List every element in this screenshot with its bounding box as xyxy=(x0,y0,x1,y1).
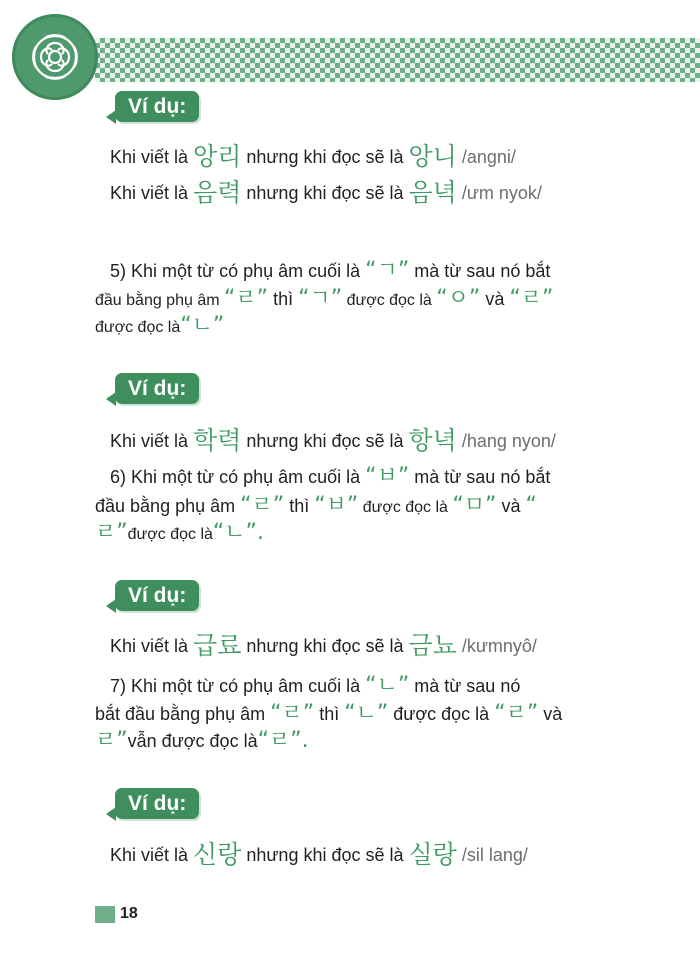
page-number: 18 xyxy=(120,905,138,922)
example-label: Ví dụ: xyxy=(115,580,199,611)
example-line: Khi viết là 학력 nhưng khi đọc sẽ là 항녁 /hang nyon/ xyxy=(110,426,556,455)
rule-7-line-2: bắt đầu bằng phụ âm “ㄹ” thì “ㄴ” được đọc là “ㄹ” và xyxy=(95,701,563,726)
example-line: Khi viết là 앙리 nhưng khi đọc sẽ là 앙니 /angni/ xyxy=(110,142,516,171)
flower-icon xyxy=(12,14,98,100)
rule-5-line-1: 5) Khi một từ có phụ âm cuối là “ㄱ” mà từ sau nó bắt xyxy=(110,258,551,283)
example-line: Khi viết là 음력 nhưng khi đọc sẽ là 음녁 /ưm nyok/ xyxy=(110,178,542,207)
example-label: Ví dụ: xyxy=(115,788,199,819)
rule-6-line-1: 6) Khi một từ có phụ âm cuối là “ㅂ” mà từ sau nó bắt xyxy=(110,464,551,489)
example-line: Khi viết là 급료 nhưng khi đọc sẽ là 금뇨 /kưmnyô/ xyxy=(110,631,537,660)
page-number-marker xyxy=(95,906,115,923)
example-line: Khi viết là 신랑 nhưng khi đọc sẽ là 실랑 /sil lang/ xyxy=(110,840,528,869)
rule-7-line-1: 7) Khi một từ có phụ âm cuối là “ㄴ” mà từ sau nó xyxy=(110,673,521,698)
example-label: Ví dụ: xyxy=(115,373,199,404)
rule-5-line-3: được đọc là“ㄴ” xyxy=(95,313,225,338)
example-label: Ví dụ: xyxy=(115,91,199,122)
rule-6-line-2: đầu bằng phụ âm “ㄹ” thì “ㅂ” được đọc là “ㅁ” và “ xyxy=(95,493,537,518)
checkered-header-band xyxy=(95,38,700,82)
rule-5-line-2: đầu bằng phụ âm “ㄹ” thì “ㄱ” được đọc là “ㅇ” và “ㄹ” xyxy=(95,286,554,311)
rule-7-line-3: ㄹ”vẫn được đọc là“ㄹ”. xyxy=(95,728,309,753)
rule-6-line-3: ㄹ”được đọc là“ㄴ”. xyxy=(95,520,264,545)
